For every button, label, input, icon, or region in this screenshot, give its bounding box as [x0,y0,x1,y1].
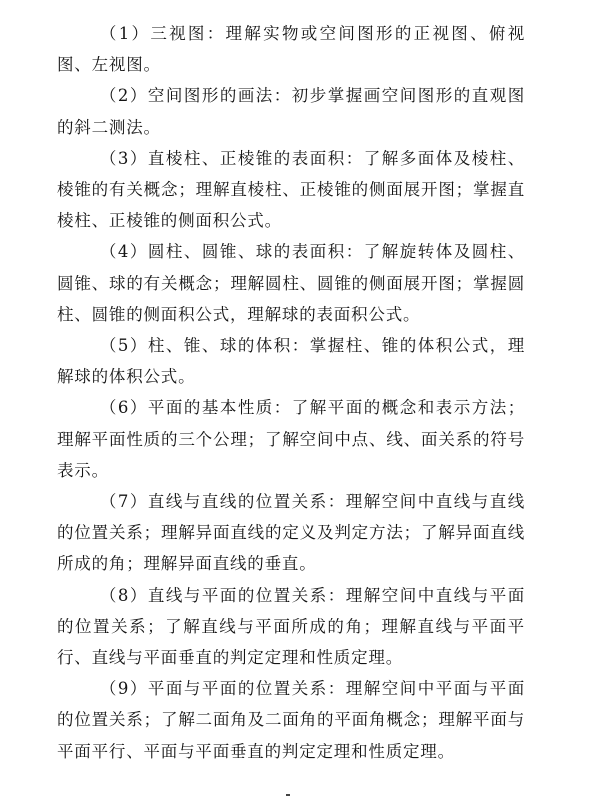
paragraph-9: （9）平面与平面的位置关系：理解空间中平面与平面的位置关系；了解二面角及二面角的平面角概念；理解平面与平面平行、平面与平面垂直的判定定理和性质定理。 [57,679,525,761]
paragraph-7: （7）直线与直线的位置关系：理解空间中直线与直线的位置关系；理解异面直线的定义及判定方法；了解异面直线所成的角；理解异面直线的垂直。 [57,492,525,574]
document-body [57,18,525,767]
paragraph-1: （1）三视图：理解实物或空间图形的正视图、俯视图、左视图。 [57,24,525,75]
paragraph-4: （4）圆柱、圆锥、球的表面积：了解旋转体及圆柱、圆锥、球的有关概念；理解圆柱、圆锥的侧面展开图；掌握圆柱、圆锥的侧面积公式，理解球的表面积公式。 [57,242,525,324]
page-footer-mark [286,794,290,796]
paragraph-5: （5）柱、锥、球的体积：掌握柱、锥的体积公式，理解球的体积公式。 [57,336,525,387]
paragraph-3: （3）直棱柱、正棱锥的表面积：了解多面体及棱柱、棱锥的有关概念；理解直棱柱、正棱锥的侧面展开图；掌握直棱柱、正棱锥的侧面积公式。 [57,148,525,231]
paragraph-2: （2）空间图形的画法：初步掌握画空间图形的直观图的斜二测法。 [57,86,525,137]
paragraph-6: （6）平面的基本性质：了解平面的概念和表示方法；理解平面性质的三个公理；了解空间中点、线、面关系的符号表示。 [57,398,525,480]
paragraph-8: （8）直线与平面的位置关系：理解空间中直线与平面的位置关系；了解直线与平面所成的角；理解直线与平面平行、直线与平面垂直的判定定理和性质定理。 [57,585,525,668]
